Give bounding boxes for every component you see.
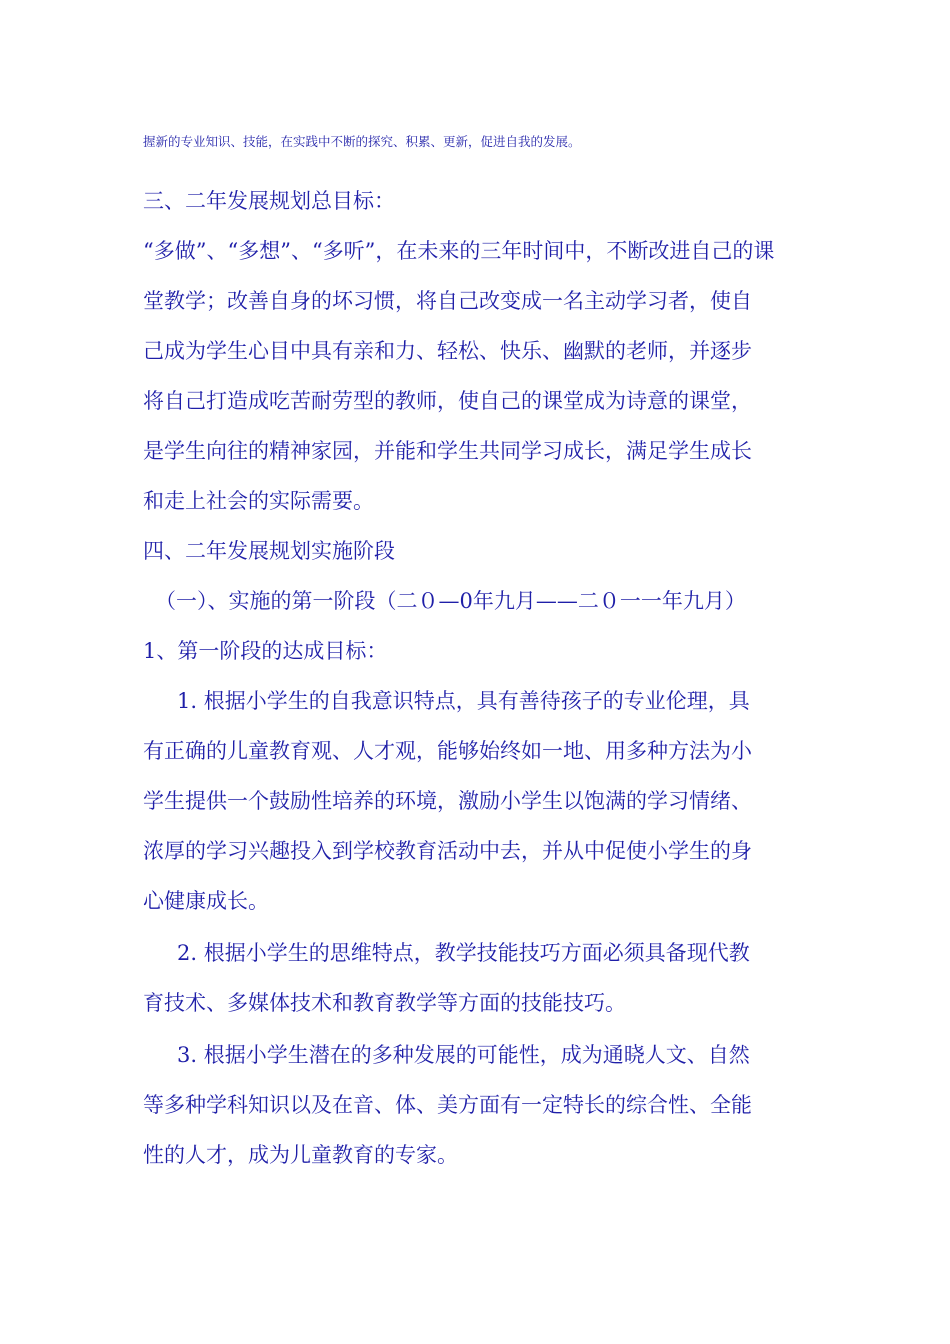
intro-line: 握新的专业知识、技能，在实践中不断的探究、积累、更新，促进自我的发展。	[143, 134, 581, 149]
goal-item-1	[143, 676, 811, 926]
item2-line: 育技术、多媒体技术和教育教学等方面的技能技巧。	[143, 991, 626, 1015]
section3-line: 堂教学；改善自身的坏习惯，将自己改变成一名主动学习者，使自	[143, 289, 752, 313]
goal-item-2	[143, 928, 811, 1028]
stage1-goal-title: 1、第一阶段的达成目标：	[143, 639, 388, 663]
item3-line: 等多种学科知识以及在音、体、美方面有一定特长的综合性、全能	[143, 1093, 752, 1117]
section3-line: “多做”、“多想”、“多听”，在未来的三年时间中，不断改进自己的课	[143, 239, 775, 263]
item3-line: 性的人才，成为儿童教育的专家。	[143, 1143, 458, 1167]
item1-line: 浓厚的学习兴趣投入到学校教育活动中去，并从中促使小学生的身	[143, 839, 752, 863]
item1-line: 1. 根据小学生的自我意识特点，具有善待孩子的专业伦理，具	[177, 689, 750, 713]
item1-line: 学生提供一个鼓励性培养的环境，激励小学生以饱满的学习情绪、	[143, 789, 752, 813]
section3-line: 是学生向往的精神家园，并能和学生共同学习成长，满足学生成长	[143, 439, 752, 463]
section3-title: 三、二年发展规划总目标：	[143, 189, 395, 213]
item3-line: 3. 根据小学生潜在的多种发展的可能性，成为通晓人文、自然	[177, 1043, 750, 1067]
section3-line: 和走上社会的实际需要。	[143, 489, 374, 513]
stage1-title: （一）、实施的第一阶段（二０—0年九月——二０一一年九月）	[155, 589, 746, 613]
section4-title: 四、二年发展规划实施阶段	[143, 539, 395, 563]
section3-paragraph	[143, 226, 811, 526]
section3-line: 己成为学生心目中具有亲和力、轻松、快乐、幽默的老师，并逐步	[143, 339, 752, 363]
goal-item-3	[143, 1030, 811, 1180]
item2-line: 2. 根据小学生的思维特点，教学技能技巧方面必须具备现代教	[177, 941, 750, 965]
item1-line: 有正确的儿童教育观、人才观，能够始终如一地、用多种方法为小	[143, 739, 752, 763]
item1-line: 心健康成长。	[143, 889, 269, 913]
document-body	[143, 126, 811, 1180]
section3-line: 将自己打造成吃苦耐劳型的教师，使自己的课堂成为诗意的课堂，	[143, 389, 752, 413]
